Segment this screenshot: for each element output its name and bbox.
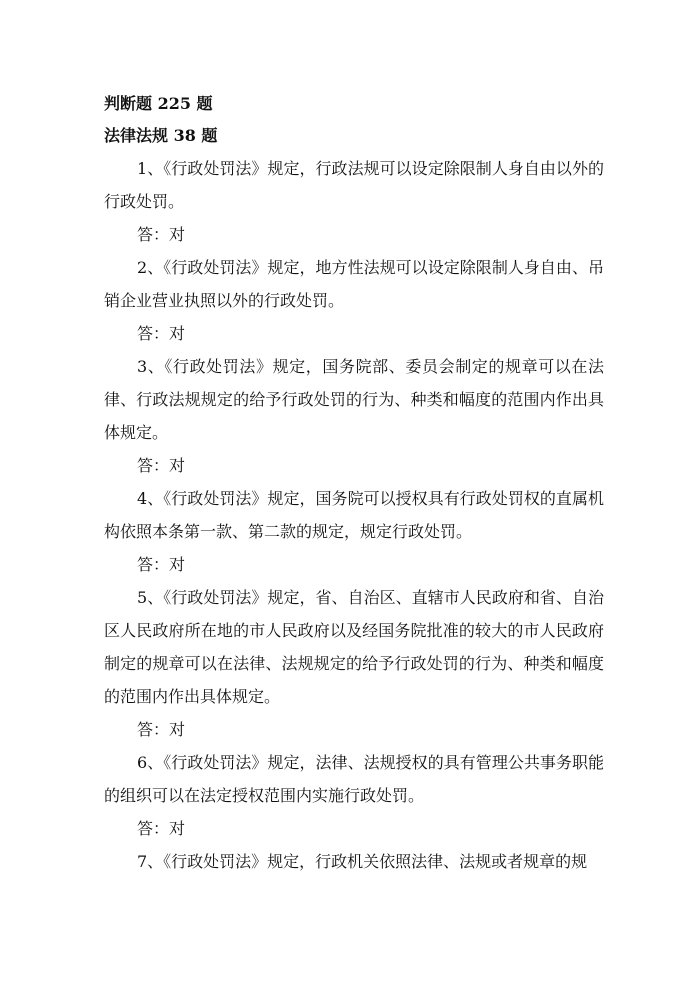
answer-6: 答：对 xyxy=(137,819,186,838)
question-6: 6、《行政处罚法》规定，法律、法规授权的具有管理公共事务职能的组织可以在法定授权范围内实施行政处罚。 xyxy=(104,753,604,805)
document-body xyxy=(104,88,604,878)
answer-5: 答：对 xyxy=(137,720,186,739)
question-3: 3、《行政处罚法》规定，国务院部、委员会制定的规章可以在法律、行政法规规定的给予行政处罚的行为、种类和幅度的范围内作出具体规定。 xyxy=(104,357,604,442)
question-5: 5、《行政处罚法》规定，省、自治区、直辖市人民政府和省、自治区人民政府所在地的市人民政府以及经国务院批准的较大的市人民政府制定的规章可以在法律、法规规定的给予行政处罚的行为、种类和幅度的范围内作出具体规定。 xyxy=(104,588,604,706)
question-1: 1、《行政处罚法》规定，行政法规可以设定除限制人身自由以外的行政处罚。 xyxy=(104,159,604,211)
section-heading: 判断题 225 题 xyxy=(104,94,213,113)
question-2: 2、《行政处罚法》规定，地方性法规可以设定除限制人身自由、吊销企业营业执照以外的行政处罚。 xyxy=(104,258,604,310)
question-4: 4、《行政处罚法》规定，国务院可以授权具有行政处罚权的直属机构依照本条第一款、第二款的规定，规定行政处罚。 xyxy=(104,489,604,541)
question-7: 7、《行政处罚法》规定，行政机关依照法律、法规或者规章的规 xyxy=(137,852,588,871)
answer-4: 答：对 xyxy=(137,555,186,574)
subsection-heading: 法律法规 38 题 xyxy=(104,126,218,145)
answer-2: 答：对 xyxy=(137,324,186,343)
answer-1: 答：对 xyxy=(137,225,186,244)
answer-3: 答：对 xyxy=(137,456,186,475)
